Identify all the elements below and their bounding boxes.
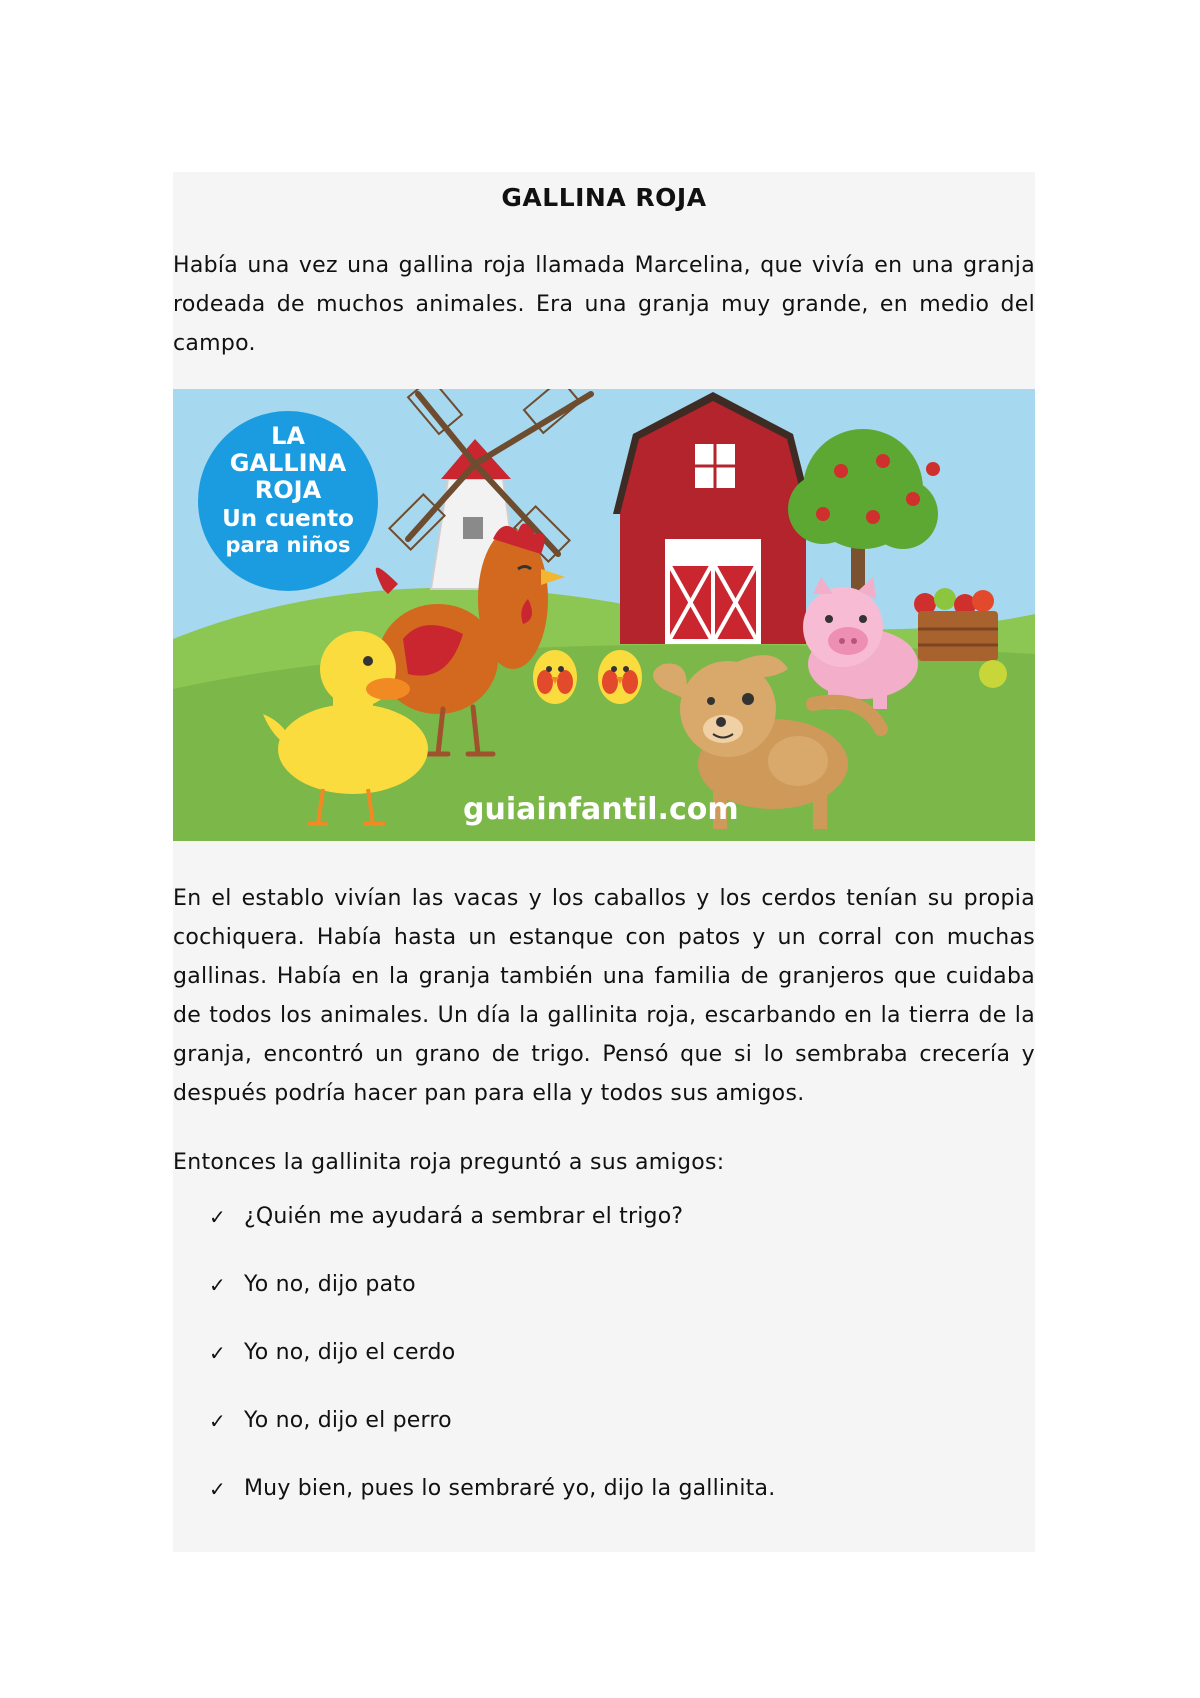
badge-line-1: LA (271, 422, 305, 450)
dialogue-line: Yo no, dijo el perro (244, 1408, 452, 1433)
paragraph-stable: En el establo vivían las vacas y los caballos y los cerdos tenían su propia cochiquera. Había hasta un estanque con patos y un corral con muchas gallinas. Había en la granja también una familia de granjeros que cuidaba de todos los animales. Un día la gallinita roja, escarbando en la tierra de la granja, encontró un grano de trigo. Pensó que si lo sembraba crecería y después podría hacer pan para ella y todos sus amigos. (173, 886, 1035, 1106)
dialogue-list (173, 1202, 1035, 1504)
title-badge (198, 411, 378, 591)
dialogue-line: Muy bien, pues lo sembraré yo, dijo la gallinita. (244, 1476, 776, 1501)
paragraph-intro: Había una vez una gallina roja llamada Marcelina, que vivía en una granja rodeada de muchos animales. Era una granja muy grande, en medio del campo. (173, 253, 1035, 356)
badge-line-3: ROJA (254, 476, 322, 504)
dialogue-line: Yo no, dijo el cerdo (244, 1340, 456, 1365)
check-icon: ✓ (209, 1341, 226, 1365)
list-item (173, 1406, 1035, 1436)
farm-illustration (173, 389, 1035, 841)
list-item (173, 1270, 1035, 1300)
list-item (173, 1338, 1035, 1368)
list-item (173, 1202, 1035, 1232)
paragraph-question-intro: Entonces la gallinita roja preguntó a sus amigos: (173, 1150, 725, 1175)
badge-line-2: GALLINA (229, 449, 347, 477)
badge-line-5: para niños (225, 533, 351, 557)
dialogue-line: ¿Quién me ayudará a sembrar el trigo? (244, 1204, 684, 1229)
check-icon: ✓ (209, 1409, 226, 1433)
barn-icon (613, 392, 813, 644)
watermark: guiainfantil.com (463, 792, 739, 827)
badge-line-4: Un cuento (222, 506, 354, 532)
list-item (173, 1474, 1035, 1504)
dialogue-line: Yo no, dijo pato (244, 1272, 416, 1297)
page-content (173, 172, 1035, 1552)
check-icon: ✓ (209, 1205, 226, 1229)
story-title: GALLINA ROJA (501, 183, 707, 212)
check-icon: ✓ (209, 1273, 226, 1297)
check-icon: ✓ (209, 1477, 226, 1501)
